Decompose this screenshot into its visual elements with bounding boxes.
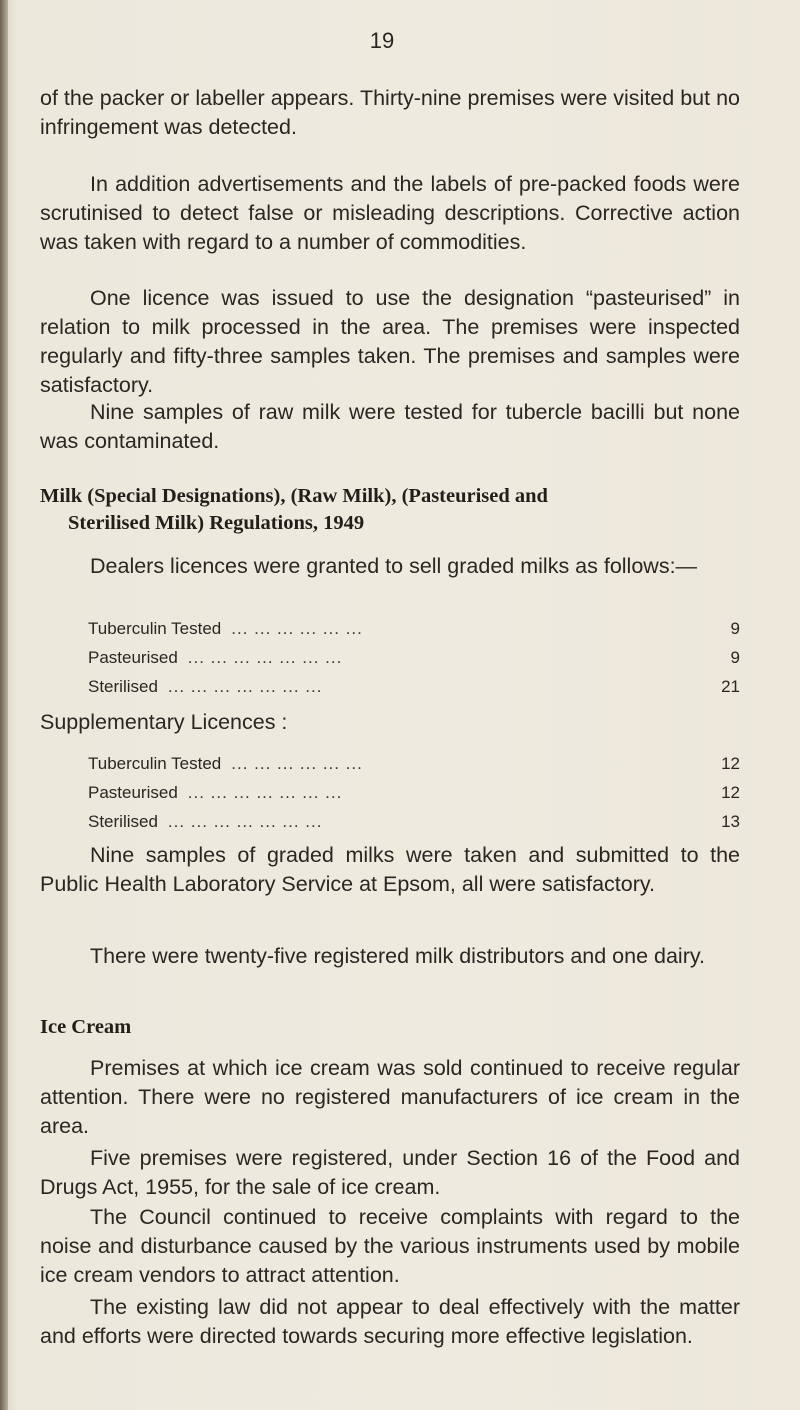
paragraph-distributors: There were twenty-five registered milk distributors and one dairy. bbox=[90, 944, 705, 968]
book-spine-shadow bbox=[0, 0, 8, 1410]
paragraph-graded-milk-samples: Nine samples of graded milks were taken and submitted to the Public Health Laboratory Service at Epsom, all were satisfactory. bbox=[40, 843, 740, 896]
paragraph-dealers-licences: Dealers licences were granted to sell graded milks as follows:— bbox=[90, 554, 698, 578]
dealers-row-pasteurised: Pasteurised ... ... ... ... ... ... ... 9 bbox=[88, 648, 740, 667]
paragraph-packer: of the packer or labeller appears. Thirty-nine premises were visited but no infringement was detected. bbox=[40, 86, 740, 139]
supplementary-row-tuberculin: Tuberculin Tested ... ... ... ... ... ... 12 bbox=[88, 754, 740, 773]
paragraph-pasteurised-licence: One licence was issued to use the designation “pasteurised” in relation to milk processed in the area. The premises were inspected regularly and fifty-three samples taken. The premises and samples were satisfactory. bbox=[40, 286, 740, 397]
paragraph-complaints: The Council continued to receive complaints with regard to the noise and disturbance caused by the various instruments used by mobile ice cream vendors to attract attention. bbox=[40, 1205, 740, 1287]
dealers-row-sterilised: Sterilised ... ... ... ... ... ... ... 21 bbox=[88, 677, 740, 696]
paragraph-existing-law: The existing law did not appear to deal effectively with the matter and efforts were directed towards securing more effective legislation. bbox=[40, 1295, 740, 1348]
paragraph-advertisements: In addition advertisements and the labels of pre-packed foods were scrutinised to detect false or misleading descriptions. Corrective action was taken with regard to a number of commodities. bbox=[40, 172, 740, 254]
supplementary-row-pasteurised: Pasteurised ... ... ... ... ... ... ... 12 bbox=[88, 783, 740, 802]
heading-milk-regulations: Milk (Special Designations), (Raw Milk), (Pasteurised and Sterilised Milk) Regulations, 1949 bbox=[40, 485, 548, 534]
page-number: 19 bbox=[369, 28, 395, 53]
heading-ice-cream: Ice Cream bbox=[40, 1016, 132, 1038]
paragraph-registered-premises: Five premises were registered, under Section 16 of the Food and Drugs Act, 1955, for the sale of ice cream. bbox=[40, 1146, 740, 1199]
supplementary-row-sterilised: Sterilised ... ... ... ... ... ... ... 13 bbox=[88, 812, 740, 831]
paragraph-ice-cream-premises: Premises at which ice cream was sold continued to receive regular attention. There were no registered manufacturers of ice cream in the area. bbox=[40, 1056, 740, 1138]
dealers-row-tuberculin: Tuberculin Tested ... ... ... ... ... ... 9 bbox=[88, 619, 740, 638]
supplementary-licences-title: Supplementary Licences : bbox=[40, 710, 288, 734]
paragraph-raw-milk: Nine samples of raw milk were tested for tubercle bacilli but none was contaminated. bbox=[40, 400, 740, 453]
